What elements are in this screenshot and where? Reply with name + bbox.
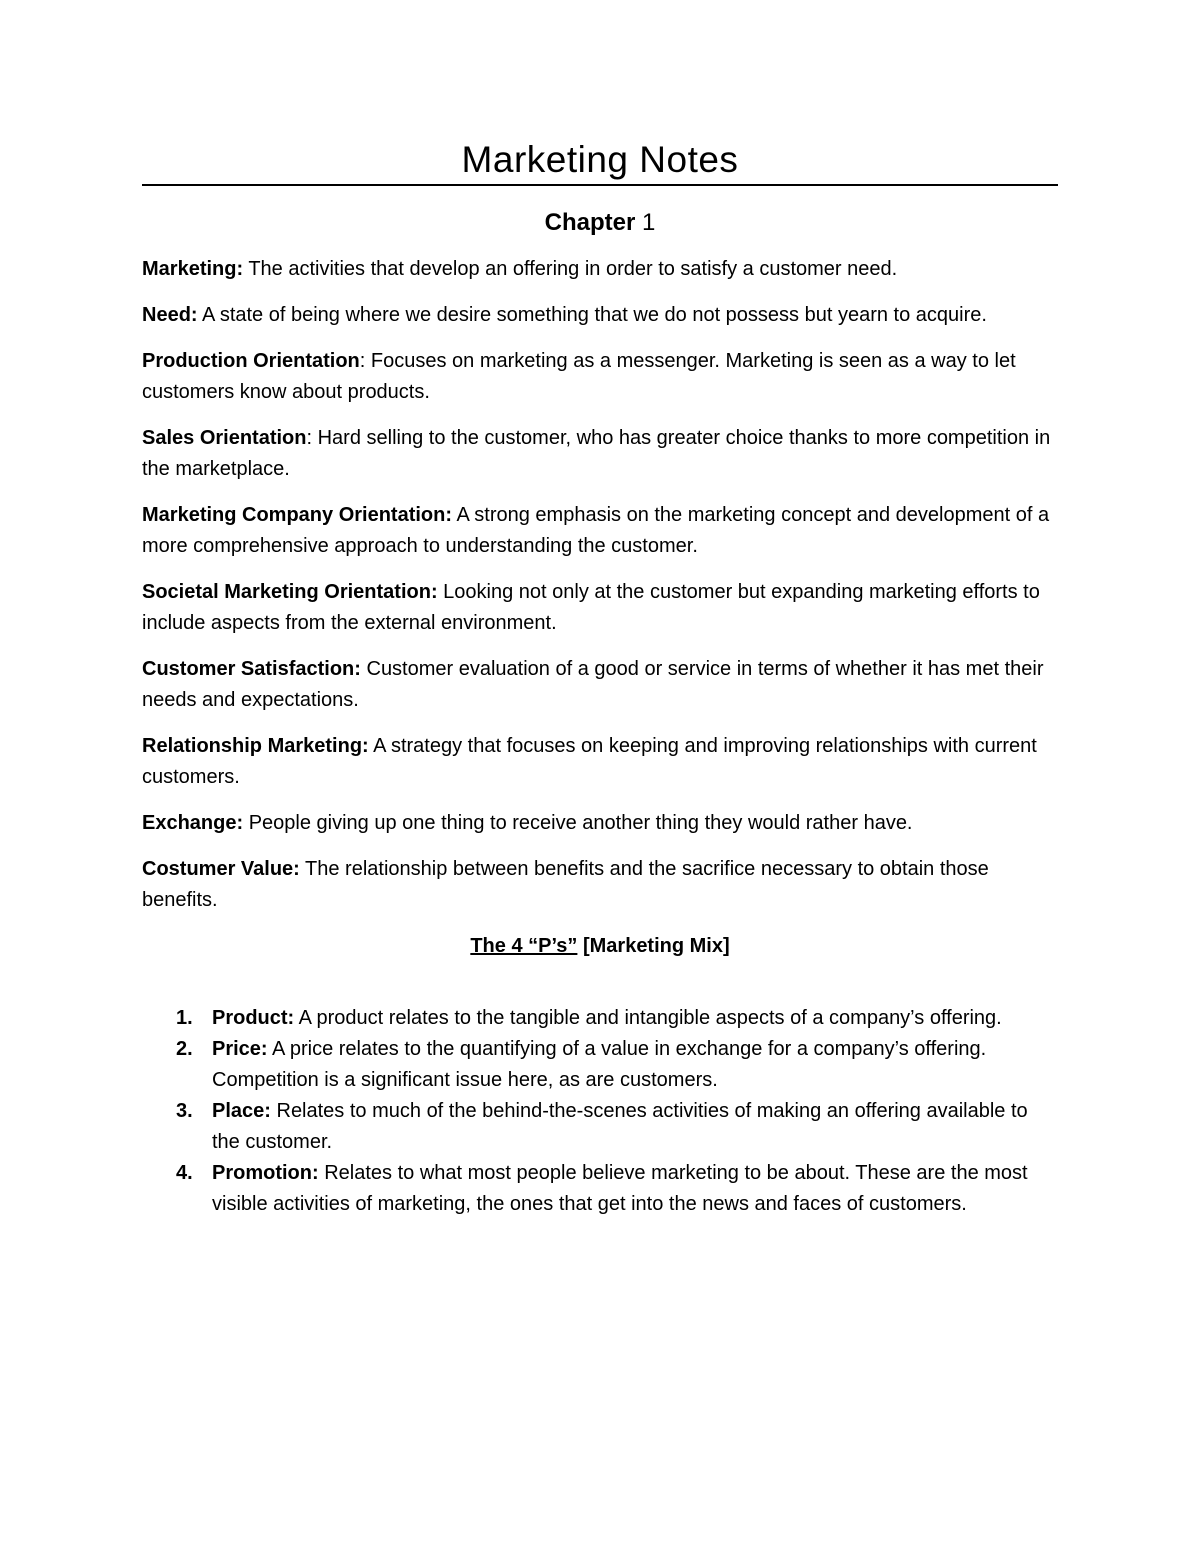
list-term: Promotion: (212, 1162, 319, 1184)
definition-text: A state of being where we desire something that we do not possess but yearn to acquire. (197, 304, 987, 326)
marketing-mix-heading (142, 931, 1058, 962)
definition-term: Exchange: (142, 812, 244, 834)
definition-term: Marketing Company Orientation: (142, 504, 453, 526)
definition-term: Customer Satisfaction: (142, 658, 361, 680)
definition-term: Societal Marketing Orientation: (142, 581, 438, 603)
definition-marketing-company-orientation (142, 500, 1058, 562)
list-item-product (142, 1003, 1058, 1034)
definition-customer-satisfaction (142, 654, 1058, 716)
list-text: A price relates to the quantifying of a value in exchange for a company’s offering. Competition is a significant issue here, as are customers. (212, 1038, 987, 1091)
list-term: Product: (212, 1007, 295, 1029)
definition-text: The activities that develop an offering in order to satisfy a customer need. (243, 258, 898, 280)
marketing-mix-heading-underlined: The 4 “P’s” (470, 935, 578, 957)
definition-term: Costumer Value: (142, 858, 300, 880)
chapter-number: 1 (642, 209, 656, 236)
definition-text: Looking not only at the customer but expanding marketing efforts to include aspects from the external environment. (142, 581, 1040, 634)
definition-term: Marketing: (142, 258, 244, 280)
list-item-price (142, 1034, 1058, 1096)
definition-text: A strategy that focuses on keeping and improving relationships with current customers. (142, 735, 1037, 788)
definition-production-orientation (142, 346, 1058, 408)
definition-need (142, 300, 1058, 331)
list-text: A product relates to the tangible and intangible aspects of a company’s offering. (294, 1007, 1002, 1029)
chapter-word: Chapter (544, 209, 636, 236)
title-underline-rule (142, 184, 1058, 186)
definition-exchange (142, 808, 1058, 839)
list-item-place (142, 1096, 1058, 1158)
list-term: Price: (212, 1038, 268, 1060)
marketing-mix-list (142, 1003, 1058, 1220)
list-number: 3. (176, 1100, 193, 1122)
definition-societal-marketing-orientation (142, 577, 1058, 639)
definition-term: Relationship Marketing: (142, 735, 369, 757)
list-text: Relates to much of the behind-the-scenes activities of making an offering available to the customer. (212, 1100, 1028, 1153)
marketing-mix-heading-rest: [Marketing Mix] (577, 935, 730, 957)
definition-text: Customer evaluation of a good or service in terms of whether it has met their needs and expectations. (142, 658, 1044, 711)
definition-term: Sales Orientation (142, 427, 307, 449)
list-text: Relates to what most people believe marketing to be about. These are the most visible activities of marketing, the ones that get into the news and faces of customers. (212, 1162, 1028, 1215)
document-title: Marketing Notes (461, 139, 739, 180)
definition-relationship-marketing (142, 731, 1058, 793)
definition-text: The relationship between benefits and the sacrifice necessary to obtain those benefits. (142, 858, 989, 911)
definition-text: People giving up one thing to receive another thing they would rather have. (243, 812, 913, 834)
definition-text: A strong emphasis on the marketing concept and development of a more comprehensive approach to understanding the customer. (142, 504, 1050, 557)
definition-term: Need: (142, 304, 198, 326)
definition-marketing (142, 254, 1058, 285)
chapter-heading (142, 206, 1058, 240)
definition-term: Production Orientation (142, 350, 360, 372)
definition-text: : Focuses on marketing as a messenger. Marketing is seen as a way to let customers know about products. (142, 350, 1016, 403)
list-item-promotion (142, 1158, 1058, 1220)
list-number: 2. (176, 1038, 193, 1060)
list-number: 4. (176, 1162, 193, 1184)
list-term: Place: (212, 1100, 271, 1122)
document-page (142, 138, 1058, 1220)
definition-costumer-value (142, 854, 1058, 916)
definition-text: : Hard selling to the customer, who has greater choice thanks to more competition in the marketplace. (142, 427, 1051, 480)
definition-sales-orientation (142, 423, 1058, 485)
list-number: 1. (176, 1007, 193, 1029)
